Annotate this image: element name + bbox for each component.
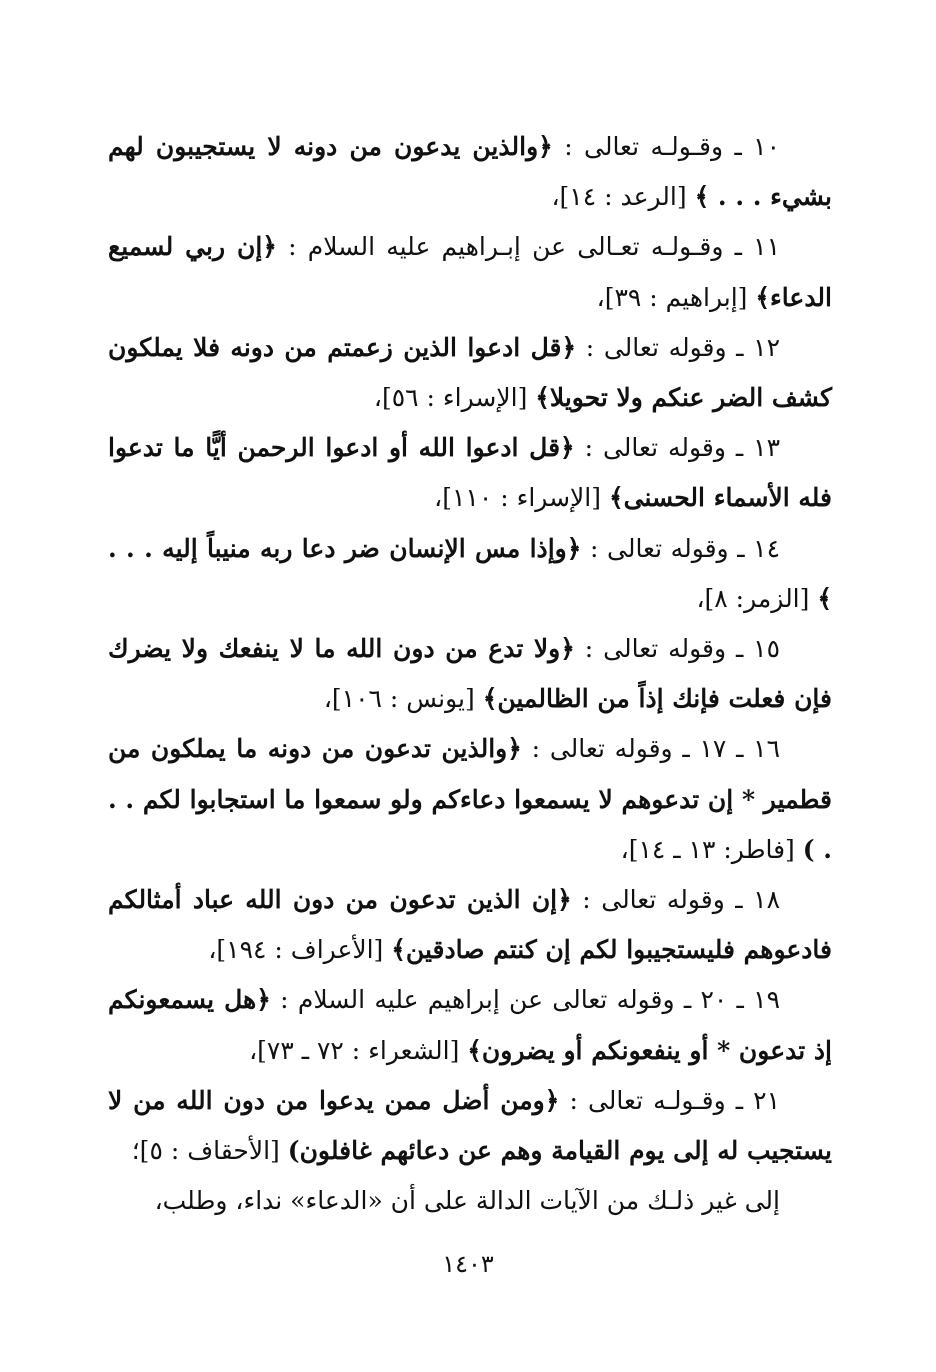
item-lead: ١٠ ـ وقـولـه تعالى :	[552, 132, 781, 161]
quran-quote: ﴿ولا تدع من دون الله ما لا ينفعك ولا يضرك فإن فعلت فإنك إذاً من الظالمين﴾	[108, 634, 832, 714]
surah-reference: [الشعراء : ٧٢ ـ ٧٣]،	[249, 1035, 468, 1065]
item-lead: ١٨ ـ وقوله تعالى :	[571, 885, 780, 915]
quran-quote: ﴿قل ادعوا الذين زعمتم من دونه فلا يملكون كشف الضر عنكم ولا تحويلا﴾	[108, 332, 832, 413]
surah-reference: [فاطر: ١٣ ـ ١٤]،	[620, 834, 803, 864]
item-lead: ١٤ ـ وقوله تعالى :	[581, 533, 781, 563]
item-lead: ١٣ ـ وقوله تعالى :	[574, 433, 780, 463]
item-lead: ١٥ ـ وقوله تعالى :	[574, 634, 781, 664]
quran-quote: ﴿والذين تدعون من دونه ما يملكون من قطمير * إن تدعوهم لا يسمعوا دعاءكم ولو سمعوا ما استجابوا لكم . . . )	[108, 734, 832, 864]
verse-item-21	[108, 1076, 832, 1176]
surah-reference: [الأحقاف : ٥]؛	[131, 1136, 288, 1166]
verse-item-10	[108, 122, 832, 222]
verse-item-11	[108, 222, 832, 322]
surah-reference: [الأعراف : ١٩٤]،	[208, 935, 392, 965]
quran-quote: ﴿قل ادعوا الله أو ادعوا الرحمن أيًّا ما تدعوا فله الأسماء الحسنى﴾	[108, 433, 832, 513]
quran-quote: ﴿ومن أضل ممن يدعوا من دون الله من لا يستجيب له إلى يوم القيامة وهم عن دعائهم غافلون)	[108, 1085, 832, 1166]
page-number: ١٤٠٣	[442, 1250, 494, 1278]
verse-item-14	[108, 524, 832, 624]
verse-item-19-20	[108, 975, 832, 1075]
quran-quote: ﴿وإذا مس الإنسان ضر دعا ربه منيباً إليه . . . ﴾	[108, 533, 832, 613]
quran-quote: ﴿هل يسمعونكم إذ تدعون * أو ينفعونكم أو يضرون﴾	[108, 985, 832, 1065]
verse-item-16-17	[108, 724, 832, 875]
quran-quote: ﴿إن ربي لسميع الدعاء﴾	[108, 232, 832, 312]
surah-reference: [إبراهيم : ٣٩]،	[596, 282, 756, 312]
item-lead: ١٩ ـ ٢٠ ـ وقوله تعالى عن إبراهيم عليه السلام :	[270, 985, 781, 1015]
item-lead: ٢١ ـ وقـولـه تعالى :	[559, 1085, 780, 1115]
surah-reference: [الإسراء : ١١٠]،	[434, 483, 609, 513]
quran-quote: ﴿إن الذين تدعون من دون الله عباد أمثالكم فادعوهم فليستجيبوا لكم إن كنتم صادقين﴾	[108, 885, 832, 965]
item-lead: ١٢ ـ وقوله تعالى :	[576, 332, 780, 362]
verse-item-12	[108, 323, 832, 423]
surah-reference: [يونس : ١٠٦]،	[323, 684, 483, 714]
item-lead: ١٦ ـ ١٧ ـ وقوله تعالى :	[521, 734, 781, 764]
surah-reference: [الإسراء : ٥٦]،	[373, 383, 536, 413]
quran-quote: ﴿والذين يدعون من دونه لا يستجيبون لهم بشيء . . . ﴾	[108, 132, 832, 212]
verse-item-15	[108, 624, 832, 724]
verse-item-13	[108, 423, 832, 523]
surah-reference: [الزمر: ٨]،	[696, 583, 818, 613]
item-lead: ١١ ـ وقـولـه تعـالى عن إبـراهيم عليه السلام :	[276, 232, 780, 262]
verse-item-18	[108, 875, 832, 975]
closing-line: إلى غير ذلـك من الآيات الدالة على أن «الدعاء» نداء، وطلب،	[154, 1186, 780, 1216]
surah-reference: [الرعد : ١٤]،	[551, 182, 695, 212]
page-body	[108, 122, 832, 1226]
